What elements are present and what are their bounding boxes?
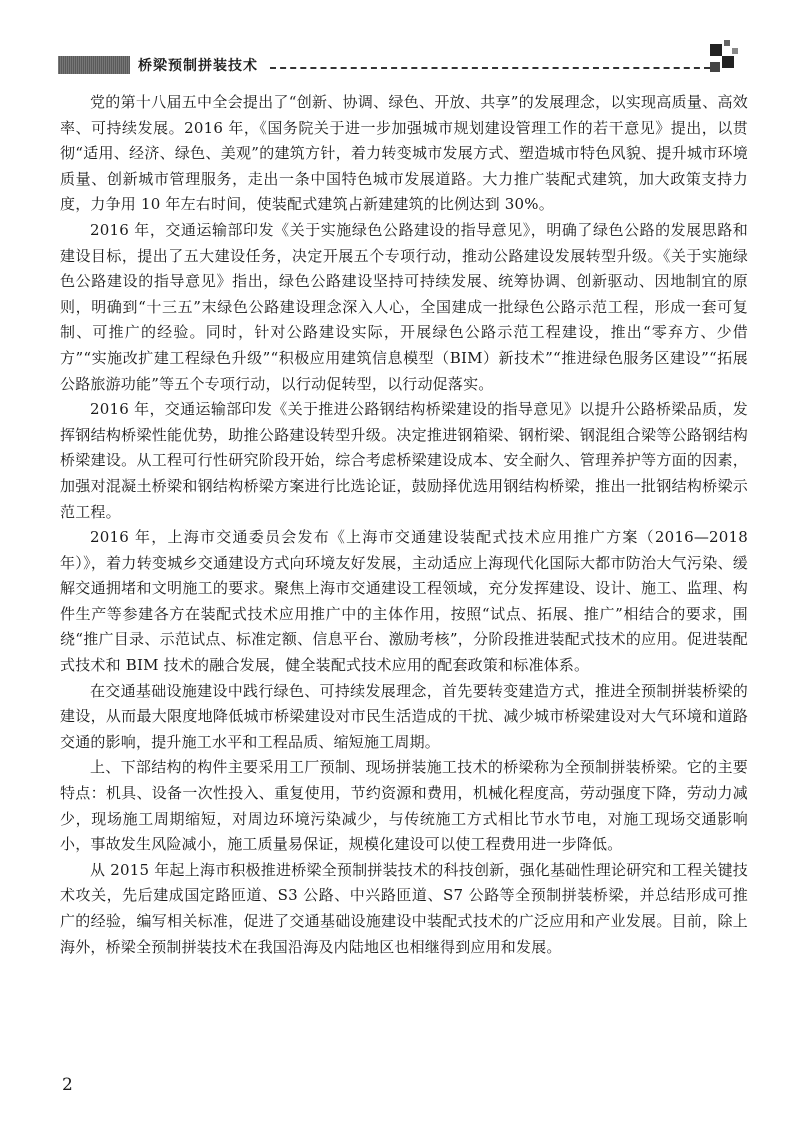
paragraph: 从 2015 年起上海市积极推进桥梁全预制拼装技术的科技创新，强化基础性理论研究和工程关键技术攻关，先后建成国定路匝道、S3 公路、中兴路匝道、S7 公路等全预制拼装桥梁，并总结形成可推广的经验，编写相关标准，促进了交通基础设施建设中装配式技术的广泛应用和产业发展。目前，除上海外，桥梁全预制拼装技术在我国沿海及内陆地区也相继得到应用和发展。 <box>60 860 748 956</box>
paragraph: 党的第十八届五中全会提出了“创新、协调、绿色、开放、共享”的发展理念，以实现高质量、高效率、可持续发展。2016 年，《国务院关于进一步加强城市规划建设管理工作的若干意见》提出，以贯彻“适用、经济、绿色、美观”的建筑方针，着力转变城市发展方式、塑造城市特色风貌、提升城市环境质量、创新城市管理服务，走出一条中国特色城市发展道路。大力推广装配式建筑，加大政策支持力度，力争用 10 年左右时间，使装配式建筑占新建建筑的比例达到 30%。 <box>60 93 748 214</box>
header-decoration-bar <box>58 56 130 74</box>
header-corner-square <box>724 40 730 46</box>
paragraph: 2016 年，交通运输部印发《关于实施绿色公路建设的指导意见》，明确了绿色公路的发展思路和建设目标，提出了五大建设任务，决定开展五个专项行动，推动公路建设发展转型升级。《关于实施绿色公路建设的指导意见》指出，绿色公路建设坚持可持续发展、统筹协调、创新驱动、因地制宜的原则，明确到“十三五”末绿色公路建设理念深入人心，全国建成一批绿色公路示范工程，形成一套可复制、可推广的经验。同时，针对公路建设实际，开展绿色公路示范工程建设，推出“零弃方、少借方”“实施改扩建工程绿色升级”“积极应用建筑信息模型（BIM）新技术”“推进绿色服务区建设”“拓展公路旅游功能”等五个专项行动，以行动促转型，以行动促落实。 <box>60 220 748 393</box>
paragraph: 上、下部结构的构件主要采用工厂预制、现场拼装施工技术的桥梁称为全预制拼装桥梁。它的主要特点：机具、设备一次性投入、重复使用，节约资源和费用，机械化程度高，劳动强度下降，劳动力减少，现场施工周期缩短，对周边环境污染减少，与传统施工方式相比节水节电，对施工现场交通影响小，事故发生风险减小，施工质量易保证，规模化建设可以使工程费用进一步降低。 <box>60 758 748 854</box>
page-body <box>60 90 748 960</box>
paragraph: 2016 年，上海市交通委员会发布《上海市交通建设装配式技术应用推广方案（2016—2018 年）》，着力转变城乡交通建设方式向环境友好发展，主动适应上海现代化国际大都市防治大气污染、缓解交通拥堵和文明施工的要求。聚焦上海市交通建设工程领域，充分发挥建设、设计、施工、监理、构件生产等参建各方在装配式技术应用推广中的主体作用，按照“试点、拓展、推广”相结合的要求，围绕“推广目录、示范试点、标准定额、信息平台、激励考核”，分阶段推进装配式技术的应用。促进装配式技术和 BIM 技术的融合发展，健全装配式技术应用的配套政策和标准体系。 <box>60 528 748 675</box>
header-corner-square <box>710 44 722 56</box>
paragraph: 2016 年，交通运输部印发《关于推进公路钢结构桥梁建设的指导意见》以提升公路桥梁品质，发挥钢结构桥梁性能优势，助推公路建设转型升级。决定推进钢箱梁、钢桁梁、钢混组合梁等公路钢结构桥梁建设。从工程可行性研究阶段开始，综合考虑桥梁建设成本、安全耐久、管理养护等方面的因素，加强对混凝土桥梁和钢结构桥梁方案进行比选论证，鼓励择优选用钢结构桥梁，推出一批钢结构桥梁示范工程。 <box>60 400 748 521</box>
header-corner-square <box>722 56 734 68</box>
header-corner-square <box>710 62 720 72</box>
page-number: 2 <box>62 1075 73 1095</box>
header-corner-square <box>732 48 738 54</box>
running-header <box>0 0 790 90</box>
header-dashed-rule <box>270 67 710 69</box>
paragraph: 在交通基础设施建设中践行绿色、可持续发展理念，首先要转变建造方式，推进全预制拼装桥梁的建设，从而最大限度地降低城市桥梁建设对市民生活造成的干扰、减少城市桥梁建设对大气环境和道路交通的影响，提升施工水平和工程品质、缩短施工周期。 <box>60 681 748 751</box>
header-title: 桥梁预制拼装技术 <box>138 58 258 74</box>
